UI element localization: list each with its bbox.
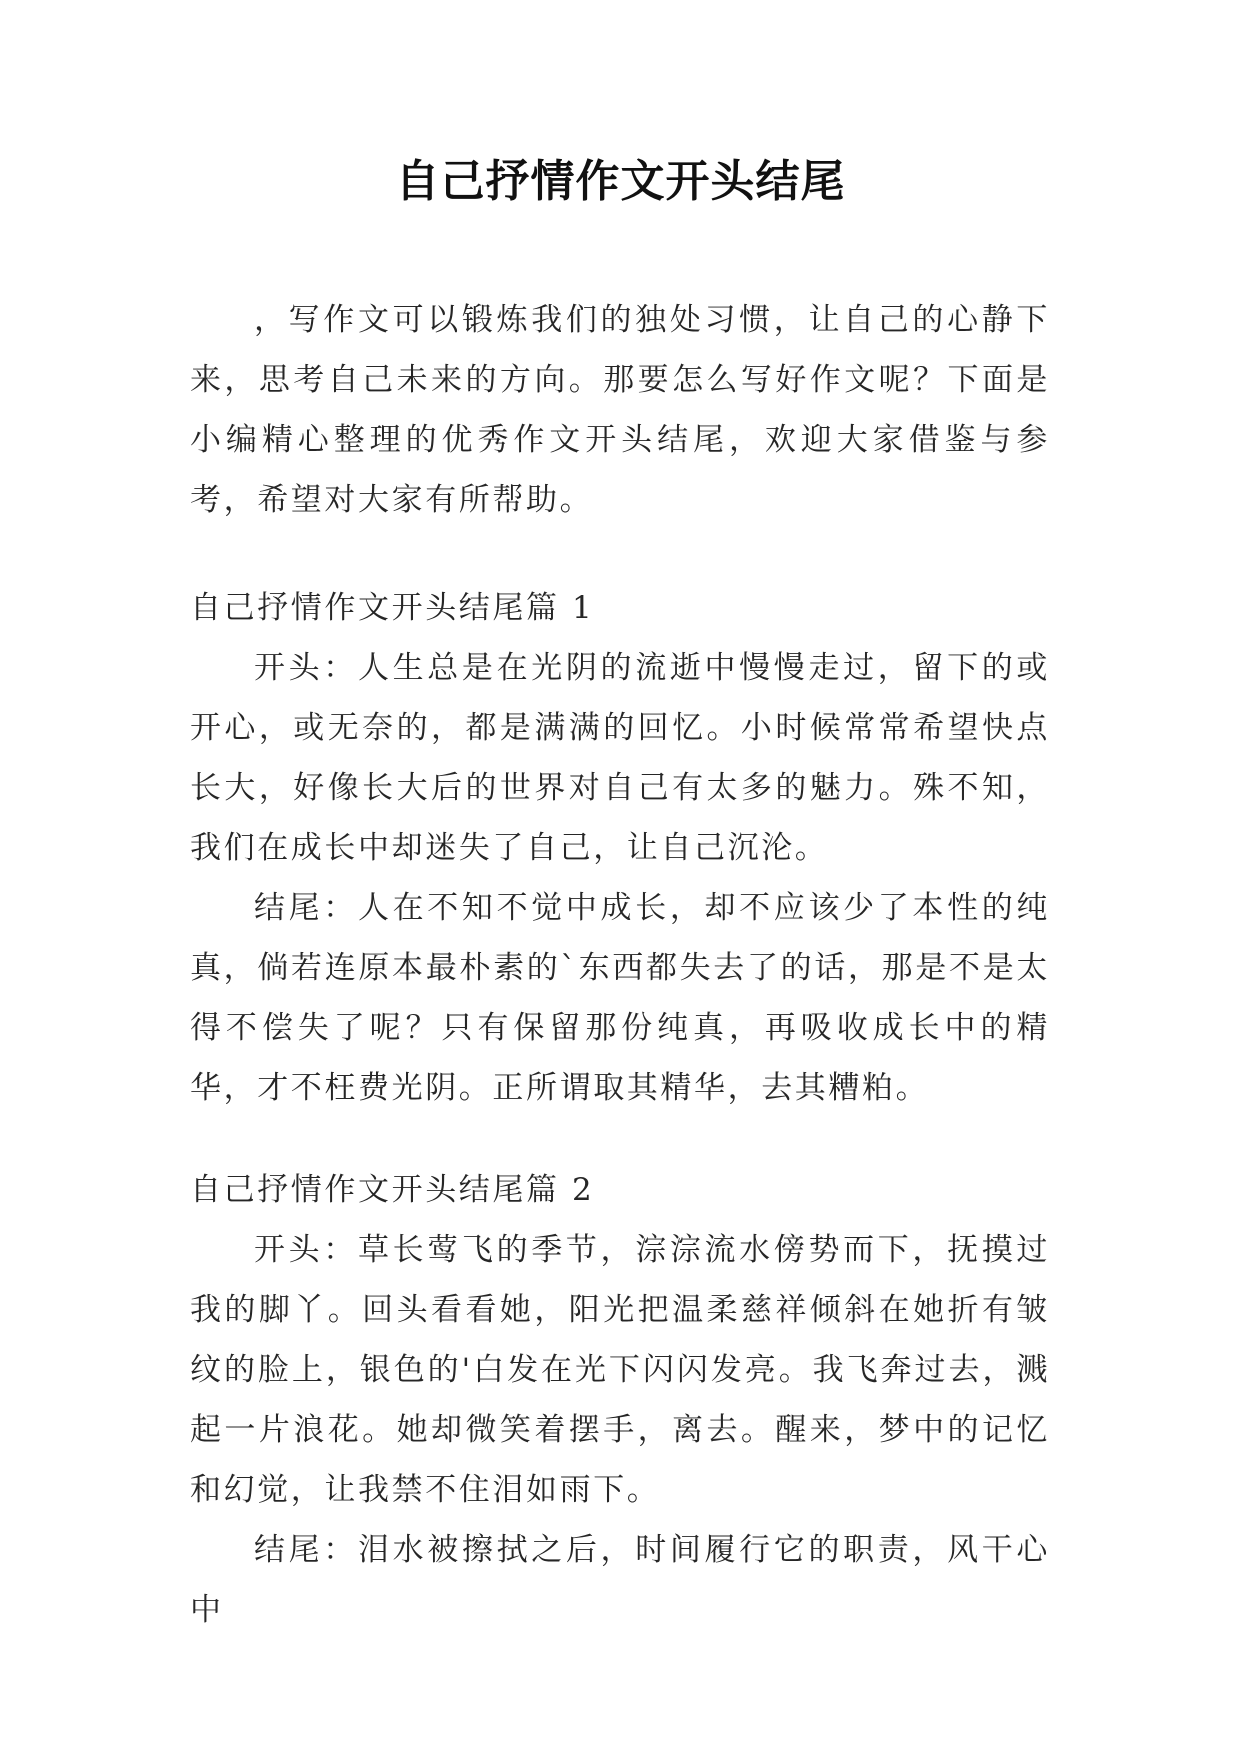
section-ending-paragraph: 结尾：泪水被擦拭之后，时间履行它的职责，风干心中 xyxy=(190,1532,1050,1628)
section-opening-paragraph: 开头：人生总是在光阴的流逝中慢慢走过，留下的或开心，或无奈的，都是满满的回忆。小时候常常希望快点长大，好像长大后的世界对自己有太多的魅力。殊不知，我们在成长中却迷失了自己，让自己沉沦。 xyxy=(190,650,1050,866)
section-2 xyxy=(190,1160,1050,1640)
intro-block xyxy=(190,290,1050,530)
document-title: 自己抒情作文开头结尾 xyxy=(395,156,846,207)
section-1 xyxy=(190,578,1050,1118)
section-heading: 自己抒情作文开头结尾篇 1 xyxy=(190,590,595,626)
section-ending-paragraph: 结尾：人在不知不觉中成长，却不应该少了本性的纯真，倘若连原本最朴素的`东西都失去了的话，那是不是太得不偿失了呢？只有保留那份纯真，再吸收成长中的精华，才不枉费光阴。正所谓取其精华，去其糟粕。 xyxy=(190,890,1050,1106)
section-heading: 自己抒情作文开头结尾篇 2 xyxy=(190,1172,595,1208)
intro-paragraph: ，写作文可以锻炼我们的独处习惯，让自己的心静下来，思考自己未来的方向。那要怎么写好作文呢？下面是小编精心整理的优秀作文开头结尾，欢迎大家借鉴与参考，希望对大家有所帮助。 xyxy=(190,302,1050,518)
section-opening-paragraph: 开头：草长莺飞的季节，淙淙流水傍势而下，抚摸过我的脚丫。回头看看她，阳光把温柔慈祥倾斜在她折有皱纹的脸上，银色的'白发在光下闪闪发亮。我飞奔过去，溅起一片浪花。她却微笑着摆手，离去。醒来，梦中的记忆和幻觉，让我禁不住泪如雨下。 xyxy=(190,1232,1050,1508)
